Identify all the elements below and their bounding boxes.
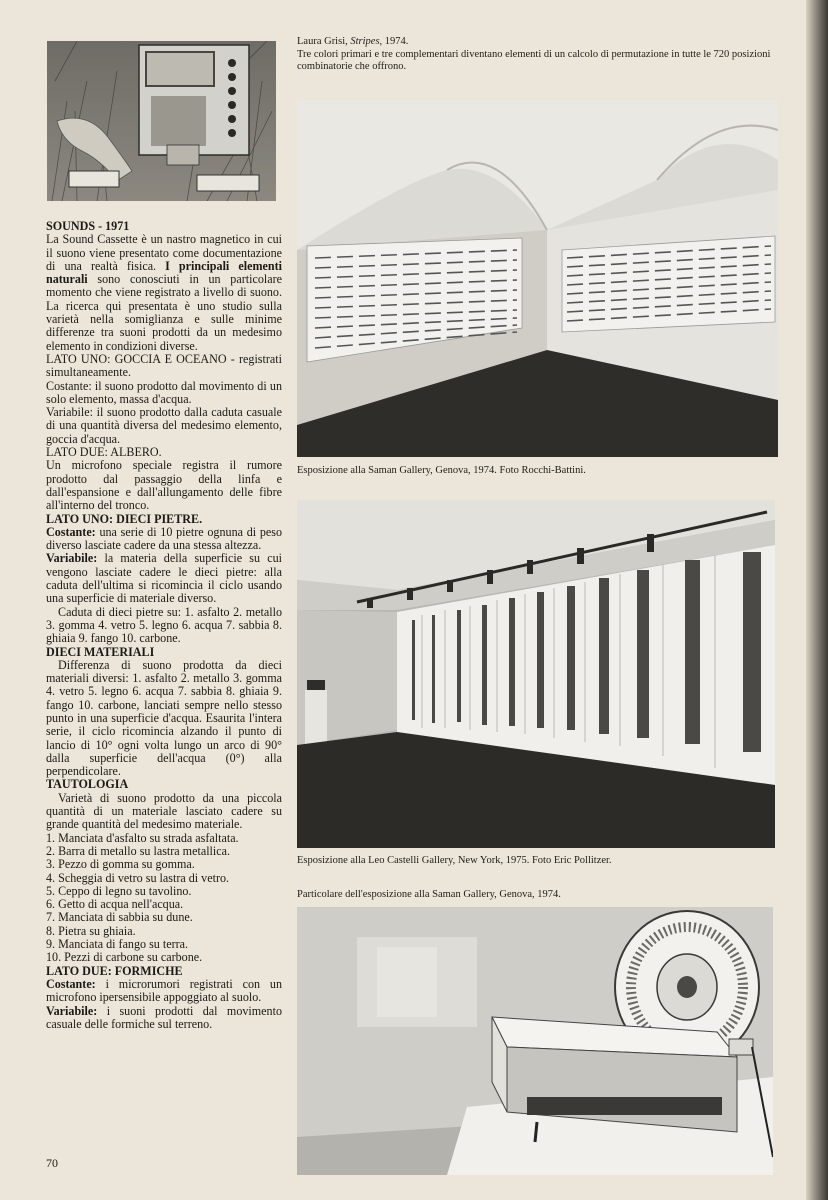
sounds-text-c: sono conosciuti in un particolare momento che viene registrato a livello di suono. La ricerca qui presentata è uno studio sulla varietà nella somiglianza e sulle minime differenze tra suoni prodotti da un medesimo elemento in condizioni diverse. — [46, 272, 282, 353]
lato-uno-goccia: LATO UNO: GOCCIA E OCEANO - registrati simultaneamente. — [46, 351, 282, 380]
list-item: 6. Getto di acqua nell'acqua. — [46, 897, 184, 912]
projector-photo-art — [297, 907, 773, 1175]
photo-cassette-recorder — [47, 41, 276, 201]
caption-year: , 1974. — [379, 36, 409, 47]
costante-3-text: i microrumori registrati con un microfono ipersensibile appoggiato al suolo. — [46, 976, 282, 1005]
book-binding-shadow — [806, 0, 828, 1200]
caption-work-title: Stripes — [350, 36, 380, 47]
caduta-paragraph: Caduta di dieci pietre su: 1. asfalto 2. metallo 3. gomma 4. vetro 5. legno 6. acqua 7. sabbia 8. ghiaia 9. fango 10. carbone. — [46, 604, 282, 646]
albero-paragraph: Un microfono speciale registra il rumore prodotto dal passaggio della linfa e dall'espansione e dall'allungamento delle fibre all'interno del tronco. — [46, 458, 282, 513]
variabile-3-label: Variabile: — [46, 1003, 98, 1018]
sounds-heading: SOUNDS - 1971 — [46, 219, 130, 233]
costante-3-label: Costante: — [46, 976, 96, 991]
lato-due-formiche: LATO DUE: FORMICHE — [46, 963, 183, 978]
photo-slide-projector — [297, 907, 773, 1175]
variabile-3-text: i suoni prodotti dal movimento casuale delle formiche sul terreno. — [46, 1003, 282, 1031]
lato-due-albero: LATO DUE: ALBERO. — [46, 445, 162, 460]
top-caption-title — [297, 36, 779, 49]
saman-gallery-art — [297, 100, 778, 457]
costante-2-label: Costante: — [46, 524, 96, 539]
variabile-2-text: la materia della superficie su cui vengono lasciate cadere le dieci pietre: alla caduta dell'ultima si ricomincia il ciclo usando una superficie di materiale diverso. — [46, 551, 282, 606]
list-item: 1. Manciata d'asfalto su strada asfaltata. — [46, 830, 239, 845]
costante-2-text: una serie di 10 pietre ognuna di peso diverso lasciate cadere da una stessa altezza. — [46, 524, 282, 553]
costante-2 — [46, 526, 282, 553]
variabile-2-label: Variabile: — [46, 551, 98, 566]
list-item: 7. Manciata di sabbia su dune. — [46, 910, 193, 925]
left-column-text — [46, 220, 282, 1031]
costante-3 — [46, 978, 282, 1005]
photo-saman-gallery — [297, 100, 778, 457]
dieci-materiali-heading: DIECI MATERIALI — [46, 644, 155, 659]
cassette-photo-art — [47, 41, 276, 201]
variabile-1: Variabile: il suono prodotto dalla caduta casuale di una quantità diversa del medesimo elemento, goccia d'acqua. — [46, 405, 282, 446]
top-caption-description: Tre colori primari e tre complementari diventano elementi di un calcolo di permutazione in tutte le 720 posizioni combinatorie che offrono. — [297, 48, 771, 72]
caption-photo-2: Esposizione alla Leo Castelli Gallery, New York, 1975. Foto Eric Pollitzer. — [297, 855, 612, 866]
list-item: 10. Pezzi di carbone su carbone. — [46, 950, 203, 965]
photo-castelli-gallery — [297, 500, 775, 848]
variabile-2 — [46, 552, 282, 605]
sounds-text-bold: I principali elementi naturali — [46, 258, 282, 287]
list-item: 8. Pietra su ghiaia. — [46, 923, 136, 938]
costante-1: Costante: il suono prodotto dal movimento di un solo elemento, massa d'acqua. — [46, 378, 282, 406]
differenza-paragraph: Differenza di suono prodotta da dieci materiali diversi: 1. asfalto 2. metallo 3. gomma 4. vetro 5. legno 6. acqua 7. sabbia 8. ghiaia 9. fango 10. carbone, lanciati sempre nello stesso punto in una superficie d'acqua. Esaurita l'intera serie, il ciclo ricomincia alzando il punto di lancio di 10° ogni volta lungo un arco di 90° dalla superficie dell'acqua (0°) alla perpendicolare. — [46, 657, 282, 779]
castelli-gallery-art — [297, 500, 775, 848]
variabile-3 — [46, 1005, 282, 1032]
top-caption — [297, 36, 779, 74]
lato-uno-pietre: LATO UNO: DIECI PIETRE. — [46, 511, 203, 526]
list-item: 4. Scheggia di vetro su lastra di vetro. — [46, 870, 230, 885]
sounds-paragraph — [46, 233, 282, 353]
caption-artist: Laura Grisi, — [297, 36, 351, 47]
page-number: 70 — [46, 1156, 58, 1170]
list-item: 9. Manciata di fango su terra. — [46, 937, 189, 952]
caption-photo-1: Esposizione alla Saman Gallery, Genova, 1974. Foto Rocchi-Battini. — [297, 465, 586, 476]
sounds-text-a: La Sound Cassette è un nastro magnetico in cui il suono viene presentato come documentazione di una realtà fisica. — [46, 232, 282, 273]
caption-photo-3: Particolare dell'esposizione alla Saman Gallery, Genova, 1974. — [297, 889, 561, 900]
list-item: 5. Ceppo di legno su tavolino. — [46, 883, 192, 898]
list-item: 2. Barra di metallo su lastra metallica. — [46, 843, 231, 858]
varieta-paragraph: Varietà di suono prodotto da una piccola quantità di un materiale lasciato cadere su grande quantità del medesimo materiale. — [46, 790, 282, 832]
tautologia-heading: TAUTOLOGIA — [46, 777, 129, 792]
list-item: 3. Pezzo di gomma su gomma. — [46, 857, 195, 872]
